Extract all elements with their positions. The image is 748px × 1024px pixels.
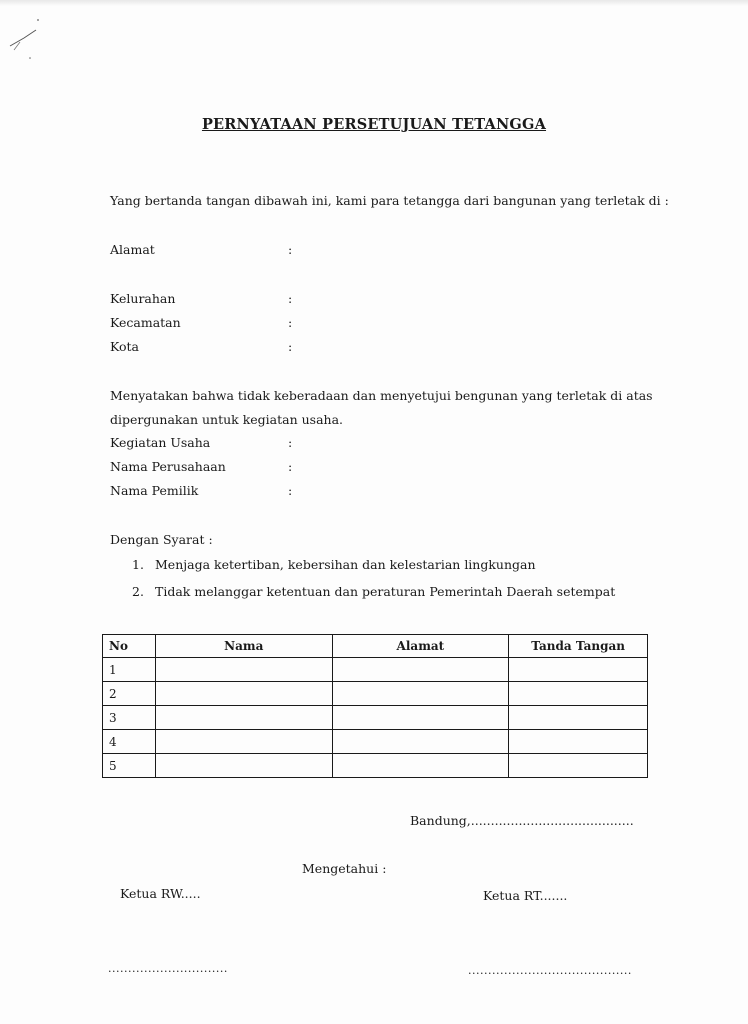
cell-tanda-tangan[interactable] xyxy=(509,682,648,706)
cell-nama[interactable] xyxy=(155,682,332,706)
cell-tanda-tangan[interactable] xyxy=(509,658,648,682)
row-number: 5 xyxy=(103,754,156,778)
condition-number: 2. xyxy=(132,584,144,599)
field-colon-kota: : xyxy=(288,339,293,354)
neighbour-signature-table xyxy=(102,634,648,778)
field-colon-nama-perusahaan: : xyxy=(288,459,293,474)
document-title: PERNYATAAN PERSETUJUAN TETANGGA xyxy=(201,116,547,133)
field-colon-nama-pemilik: : xyxy=(288,483,293,498)
column-header-tanda-tangan: Tanda Tangan xyxy=(509,635,648,658)
cell-alamat[interactable] xyxy=(332,706,509,730)
field-colon-kegiatan-usaha: : xyxy=(288,435,293,450)
place-date: Bandung,......................................... xyxy=(410,813,634,828)
cell-tanda-tangan[interactable] xyxy=(509,754,648,778)
field-colon-kelurahan: : xyxy=(288,291,293,306)
row-number: 3 xyxy=(103,706,156,730)
ketua-rt-label: Ketua RT....... xyxy=(483,888,568,903)
table-row xyxy=(103,682,648,706)
field-colon-alamat: : xyxy=(288,242,293,257)
field-label-kelurahan: Kelurahan xyxy=(110,291,176,306)
rt-signature-line: ......................................... xyxy=(468,964,632,977)
column-header-alamat: Alamat xyxy=(332,635,509,658)
table-row xyxy=(103,754,648,778)
field-label-kegiatan-usaha: Kegiatan Usaha xyxy=(110,435,211,450)
cell-tanda-tangan[interactable] xyxy=(509,730,648,754)
field-label-nama-pemilik: Nama Pemilik xyxy=(110,483,199,498)
cell-alamat[interactable] xyxy=(332,754,509,778)
condition-number: 1. xyxy=(132,557,144,572)
statement-line-2: dipergunakan untuk kegiatan usaha. xyxy=(110,412,344,427)
field-label-kecamatan: Kecamatan xyxy=(110,315,181,330)
column-header-nama: Nama xyxy=(155,635,332,658)
table-row xyxy=(103,706,648,730)
statement-line-1: Menyatakan bahwa tidak keberadaan dan menyetujui bengunan yang terletak di atas xyxy=(110,388,653,403)
field-colon-kecamatan: : xyxy=(288,315,293,330)
acknowledged-label: Mengetahui : xyxy=(302,861,387,876)
table-header-row xyxy=(103,635,648,658)
cell-tanda-tangan[interactable] xyxy=(509,706,648,730)
scan-artifact-icon xyxy=(8,12,48,62)
column-header-no: No xyxy=(103,635,156,658)
table-row xyxy=(103,658,648,682)
cell-alamat[interactable] xyxy=(332,658,509,682)
table-row xyxy=(103,730,648,754)
field-label-alamat: Alamat xyxy=(110,242,155,257)
cell-nama[interactable] xyxy=(155,658,332,682)
rw-signature-line: .............................. xyxy=(108,962,228,975)
condition-text: Menjaga ketertiban, kebersihan dan kelestarian lingkungan xyxy=(155,557,536,572)
row-number: 2 xyxy=(103,682,156,706)
cell-alamat[interactable] xyxy=(332,730,509,754)
field-label-kota: Kota xyxy=(110,339,140,354)
ketua-rw-label: Ketua RW..... xyxy=(120,886,201,901)
cell-alamat[interactable] xyxy=(332,682,509,706)
cell-nama[interactable] xyxy=(155,754,332,778)
row-number: 4 xyxy=(103,730,156,754)
cell-nama[interactable] xyxy=(155,706,332,730)
scan-edge xyxy=(0,0,748,6)
row-number: 1 xyxy=(103,658,156,682)
intro-text: Yang bertanda tangan dibawah ini, kami para tetangga dari bangunan yang terletak di : xyxy=(110,193,669,208)
condition-text: Tidak melanggar ketentuan dan peraturan Pemerintah Daerah setempat xyxy=(155,584,616,599)
conditions-heading: Dengan Syarat : xyxy=(110,532,213,547)
field-label-nama-perusahaan: Nama Perusahaan xyxy=(110,459,226,474)
cell-nama[interactable] xyxy=(155,730,332,754)
